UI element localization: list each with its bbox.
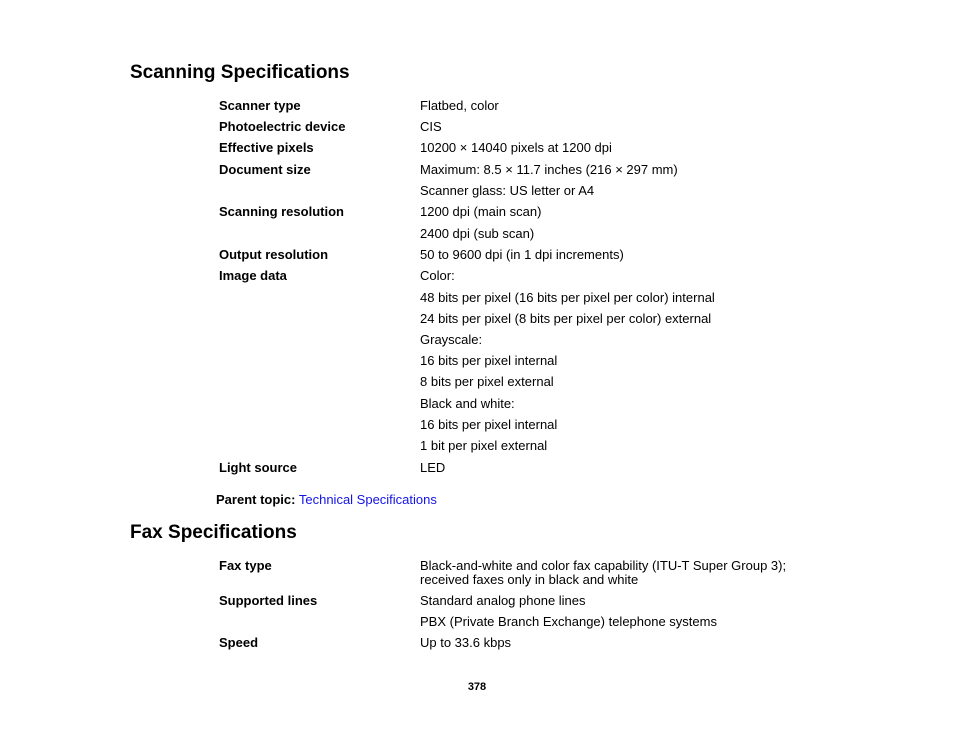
spec-value: Black and white: [420,396,515,411]
spec-label: Photoelectric device [219,119,346,134]
spec-value: 16 bits per pixel internal [420,417,558,432]
spec-value: Grayscale: [420,332,483,347]
spec-value: 2400 dpi (sub scan) [420,226,535,241]
parent-topic-link[interactable]: Technical Specifications [298,492,437,507]
parent-topic [216,493,437,507]
spec-value: LED [420,460,446,475]
spec-label: Scanning resolution [219,204,344,219]
spec-value: 10200 × 14040 pixels at 1200 dpi [420,140,612,155]
spec-label: Light source [219,460,298,475]
spec-value: PBX (Private Branch Exchange) telephone systems [420,614,717,629]
spec-value: Scanner glass: US letter or A4 [420,183,595,198]
spec-value: 8 bits per pixel external [420,374,554,389]
parent-topic-label: Parent topic: [216,492,296,507]
spec-label: Output resolution [219,247,329,262]
spec-label: Speed [219,635,259,650]
spec-label: Scanner type [219,98,301,113]
spec-value: Standard analog phone lines [420,593,586,608]
spec-value: 16 bits per pixel internal [420,353,558,368]
spec-value: CIS [420,119,442,134]
page-number: 378 [467,681,487,693]
scanning-section-title: Scanning Specifications [130,62,350,83]
spec-value: 1200 dpi (main scan) [420,204,542,219]
spec-label: Fax type [219,558,272,573]
spec-value: Color: [420,268,455,283]
spec-value: Up to 33.6 kbps [420,635,512,650]
spec-value: 50 to 9600 dpi (in 1 dpi increments) [420,247,624,262]
fax-section-title: Fax Specifications [130,522,297,543]
spec-label: Supported lines [219,593,318,608]
spec-value: 24 bits per pixel (8 bits per pixel per color) external [420,311,712,326]
spec-label: Image data [219,268,287,283]
spec-value: Flatbed, color [420,98,499,113]
spec-value: Maximum: 8.5 × 11.7 inches (216 × 297 mm) [420,162,678,177]
spec-label: Effective pixels [219,140,314,155]
spec-label: Document size [219,162,311,177]
spec-value: 48 bits per pixel (16 bits per pixel per color) internal [420,290,715,305]
spec-value: 1 bit per pixel external [420,438,548,453]
spec-value: Black-and-white and color fax capability (ITU-T Super Group 3); received faxes only in black and white [420,558,787,587]
